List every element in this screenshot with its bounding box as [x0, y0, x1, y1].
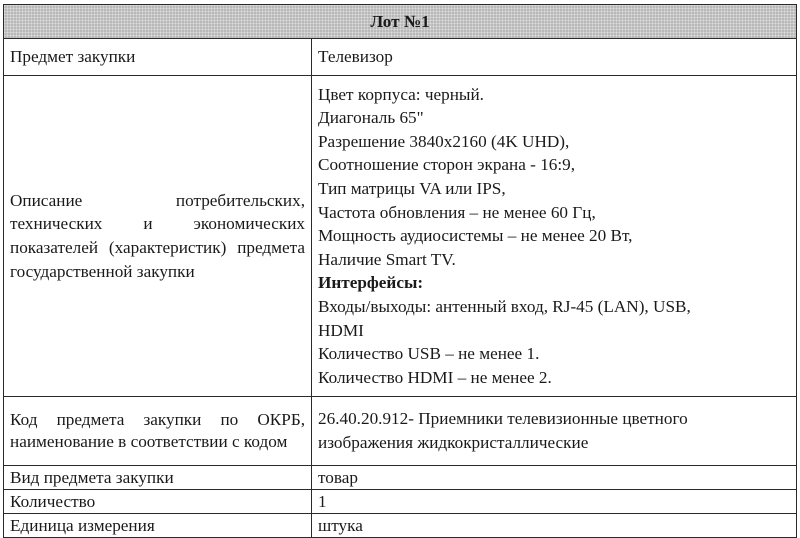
interface-line: Входы/выходы: антенный вход, RJ-45 (LAN), USB, HDMI	[318, 296, 691, 340]
table-row-subject	[4, 39, 797, 76]
spec-line: Частота обновления – не менее 60 Гц,	[318, 202, 596, 222]
table-row-description	[4, 76, 797, 397]
spec-line: Тип матрицы VA или IPS,	[318, 179, 506, 199]
spec-line: Мощность аудиосистемы – не менее 20 Вт,	[318, 226, 633, 246]
table-row-okrb-code	[4, 397, 797, 466]
description-label: Описание потребительских, технических и экономических показателей (характеристик) предмета государственной закупки	[4, 76, 312, 397]
table-row-procurement-type	[4, 466, 797, 490]
spec-line: Наличие Smart TV.	[318, 249, 456, 269]
quantity-label: Количество	[4, 490, 312, 514]
subject-label: Предмет закупки	[4, 39, 312, 76]
spec-line: Цвет корпуса: черный.	[318, 84, 484, 104]
spec-line: Разрешение 3840х2160 (4K UHD),	[318, 131, 570, 151]
procurement-type-label: Вид предмета закупки	[4, 466, 312, 490]
table-header-row	[4, 5, 797, 39]
spec-line: Соотношение сторон экрана - 16:9,	[318, 155, 576, 175]
description-specs	[312, 76, 797, 397]
table-row-unit	[4, 514, 797, 538]
spec-line: Диагональ 65"	[318, 108, 424, 128]
lot-title: Лот №1	[4, 5, 797, 39]
table-row-quantity	[4, 490, 797, 514]
lot-specification-table	[3, 4, 797, 538]
okrb-code-label: Код предмета закупки по ОКРБ, наименование в соответствии с кодом	[4, 397, 312, 466]
procurement-type-value: товар	[312, 466, 797, 490]
unit-label: Единица измерения	[4, 514, 312, 538]
okrb-code-value: 26.40.20.912- Приемники телевизионные цветного изображения жидкокристаллические	[312, 397, 797, 466]
subject-value: Телевизор	[312, 39, 797, 76]
interface-line: Количество USB – не менее 1.	[318, 344, 540, 364]
interfaces-heading: Интерфейсы:	[318, 273, 424, 293]
interface-line: Количество HDMI – не менее 2.	[318, 367, 552, 387]
unit-value: штука	[312, 514, 797, 538]
quantity-value: 1	[312, 490, 797, 514]
